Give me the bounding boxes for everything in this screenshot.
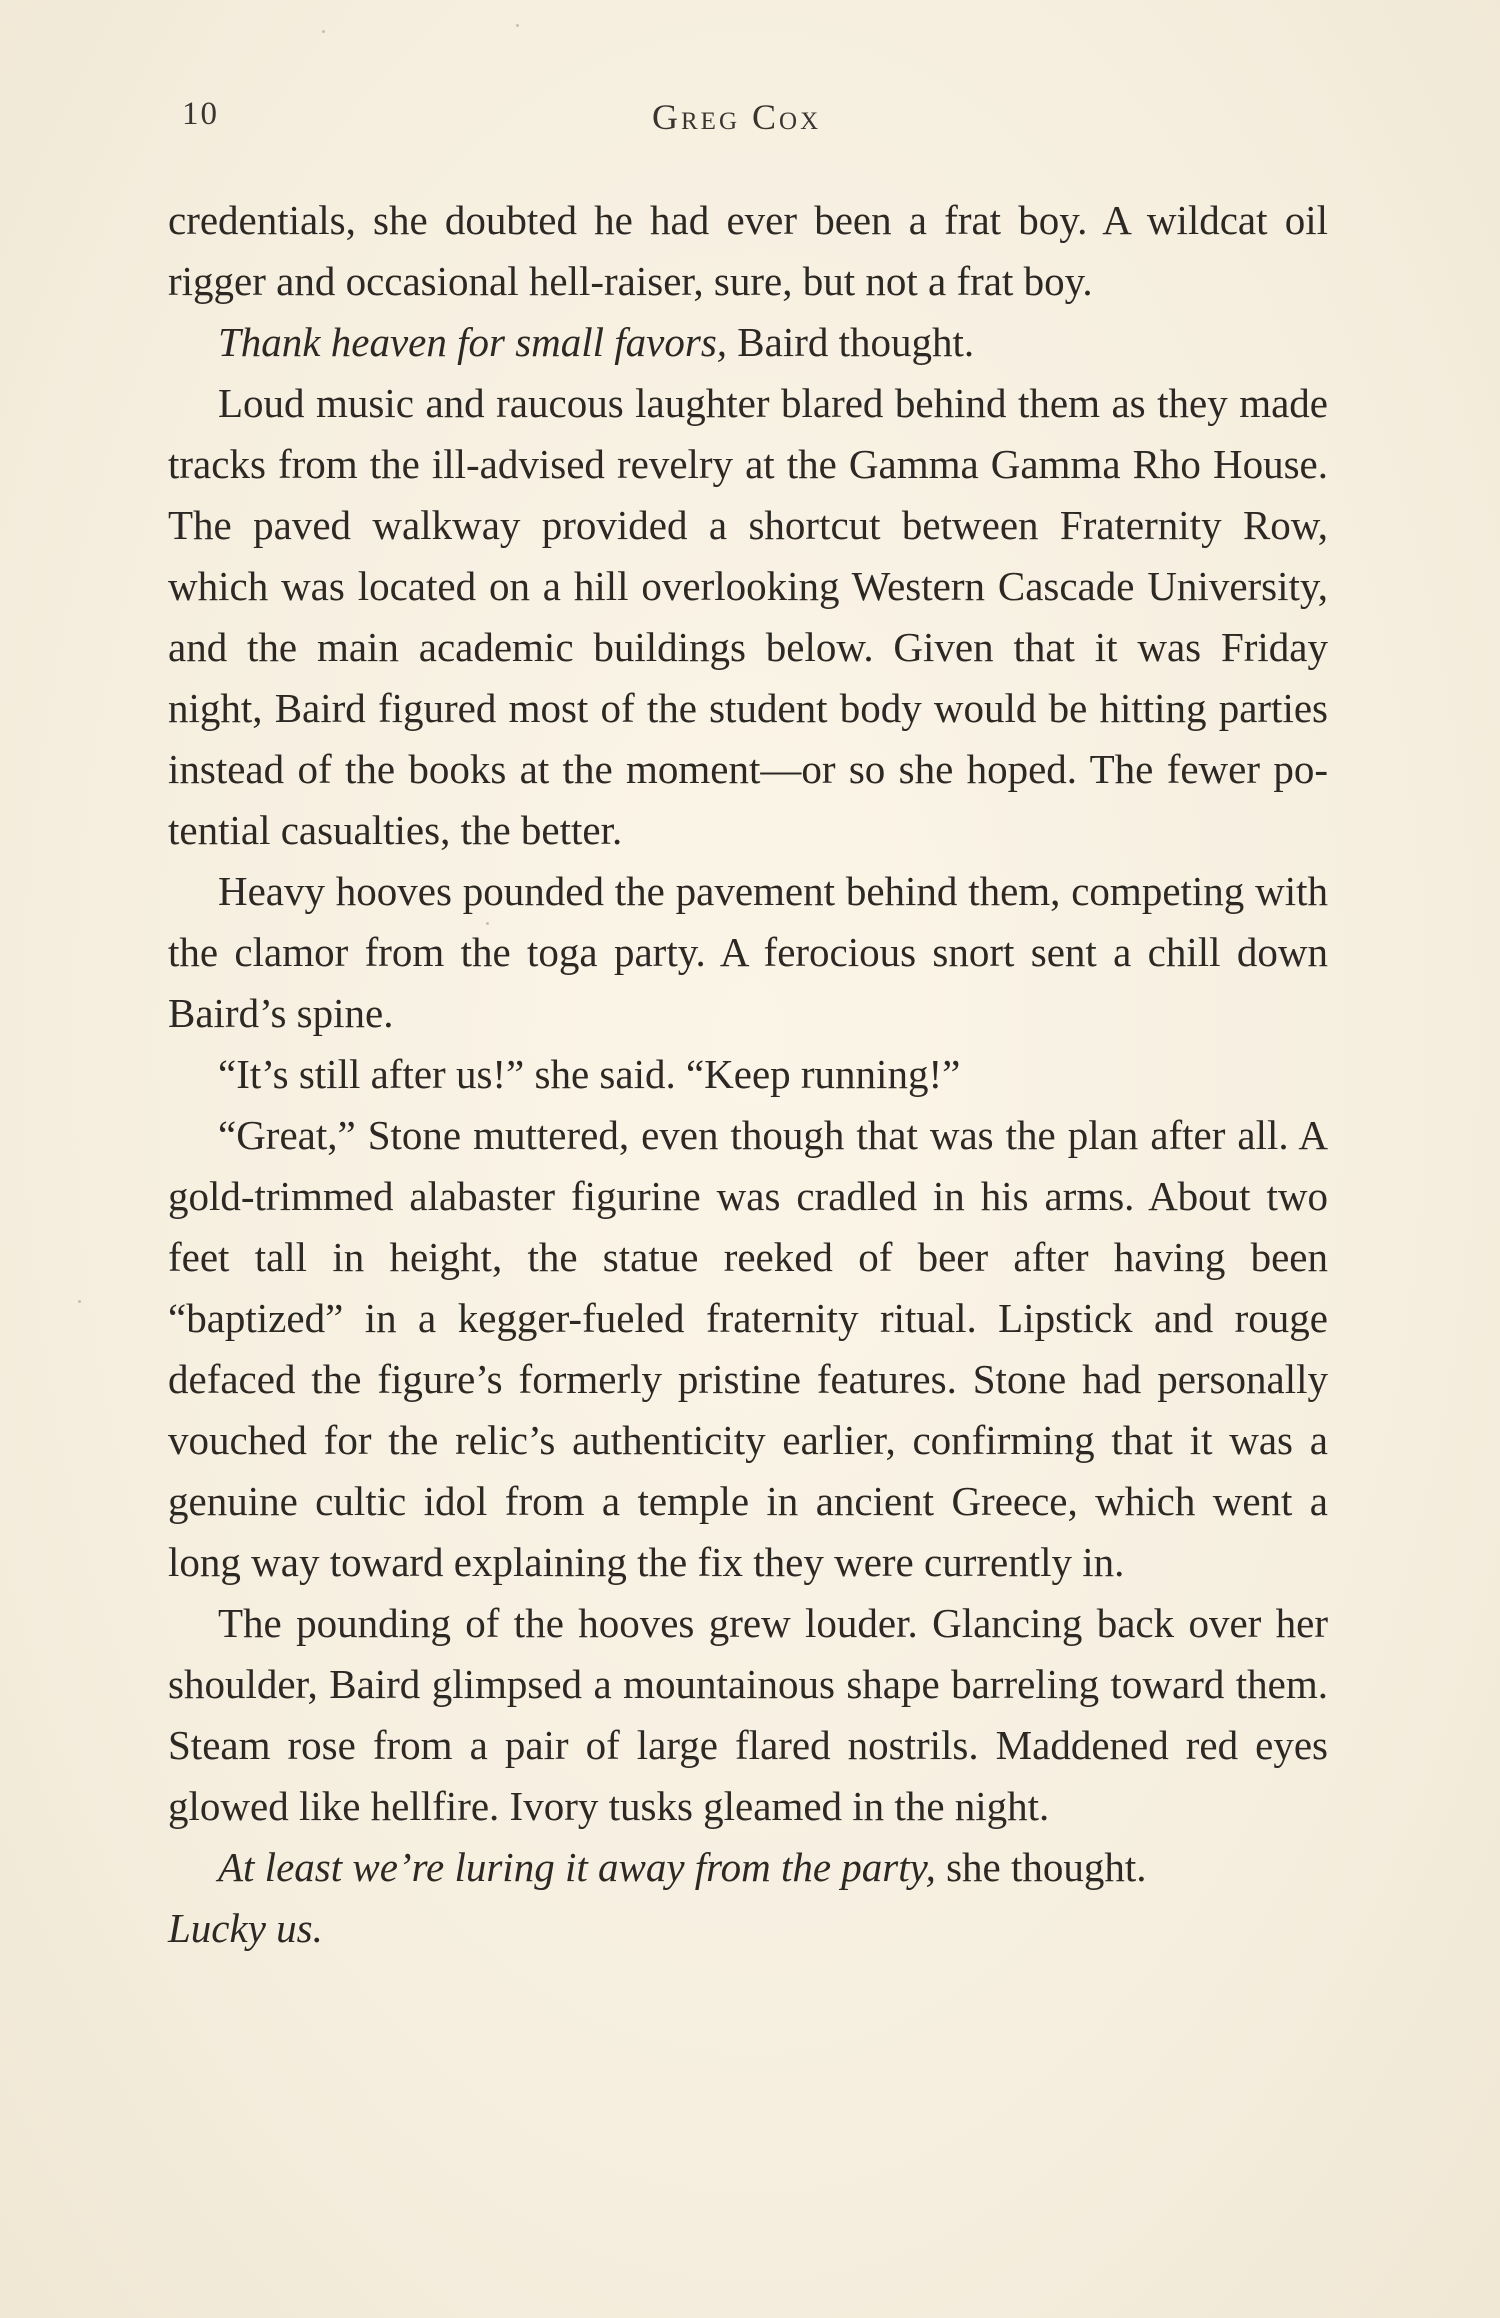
paragraph-8 (168, 1837, 1328, 1959)
paragraph-8-rest: she thought. (935, 1844, 1147, 1890)
paragraph-2-rest: Baird thought. (727, 319, 975, 365)
author-name: Greg Cox (652, 97, 822, 137)
paper-speck (516, 24, 519, 27)
paragraph-1: credentials, she doubted he had ever been a frat boy. A wildcat oil rigger and occasional hell-raiser, sure, but not a frat boy. (168, 197, 1328, 304)
paper-speck (322, 30, 325, 33)
paragraph-8-italic: At least we’re luring it away from the party, (218, 1844, 936, 1890)
paragraph-8-italic-2: Lucky us. (168, 1905, 323, 1951)
paragraph-2 (168, 312, 1328, 373)
paragraph-2-italic: Thank heaven for small favors, (218, 319, 728, 365)
paper-speck (486, 922, 489, 925)
paragraph-6: “Great,” Stone muttered, even though that was the plan after all. A gold-trimmed alabaster figurine was cradled in his arms. About two feet tall in height, the statue reeked of beer after having been “baptized” in a kegger-fueled fraternity ritual. Lipstick and rouge defaced the figure’s formerly pristine features. Stone had personally vouched for the relic’s authenticity earlier, confirming that it was a genuine cultic idol from a temple in ancient Greece, which went a long way toward explaining the fix they were currently in. (168, 1112, 1328, 1585)
running-head (182, 96, 1320, 146)
paragraph-7: The pounding of the hooves grew louder. Glancing back over her shoulder, Baird glimpsed a mountainous shape barreling toward them. Steam rose from a pair of large flared nostrils. Maddened red eyes glowed like hellfire. Ivory tusks gleamed in the night. (168, 1600, 1328, 1829)
paragraph-4: Heavy hooves pounded the pavement behind them, competing with the clamor from the toga party. A ferocious snort sent a chill down Baird’s spine. (168, 868, 1328, 1036)
paragraph-5: “It’s still after us!” she said. “Keep running!” (218, 1051, 961, 1097)
paper-speck (78, 1300, 81, 1303)
body-text (168, 190, 1328, 1959)
page-number: 10 (182, 96, 219, 132)
paragraph-3: Loud music and raucous laughter blared behind them as they made tracks from the ill-advised revelry at the Gamma Gamma Rho House. The paved walkway provided a shortcut between Fraternity Row, which was located on a hill overlooking Western Cascade University, and the main academic buildings below. Given that it was Friday night, Baird figured most of the student body would be hitting parties instead of the books at the moment—or so she hoped. The fewer potential casualties, the better. (168, 380, 1328, 853)
